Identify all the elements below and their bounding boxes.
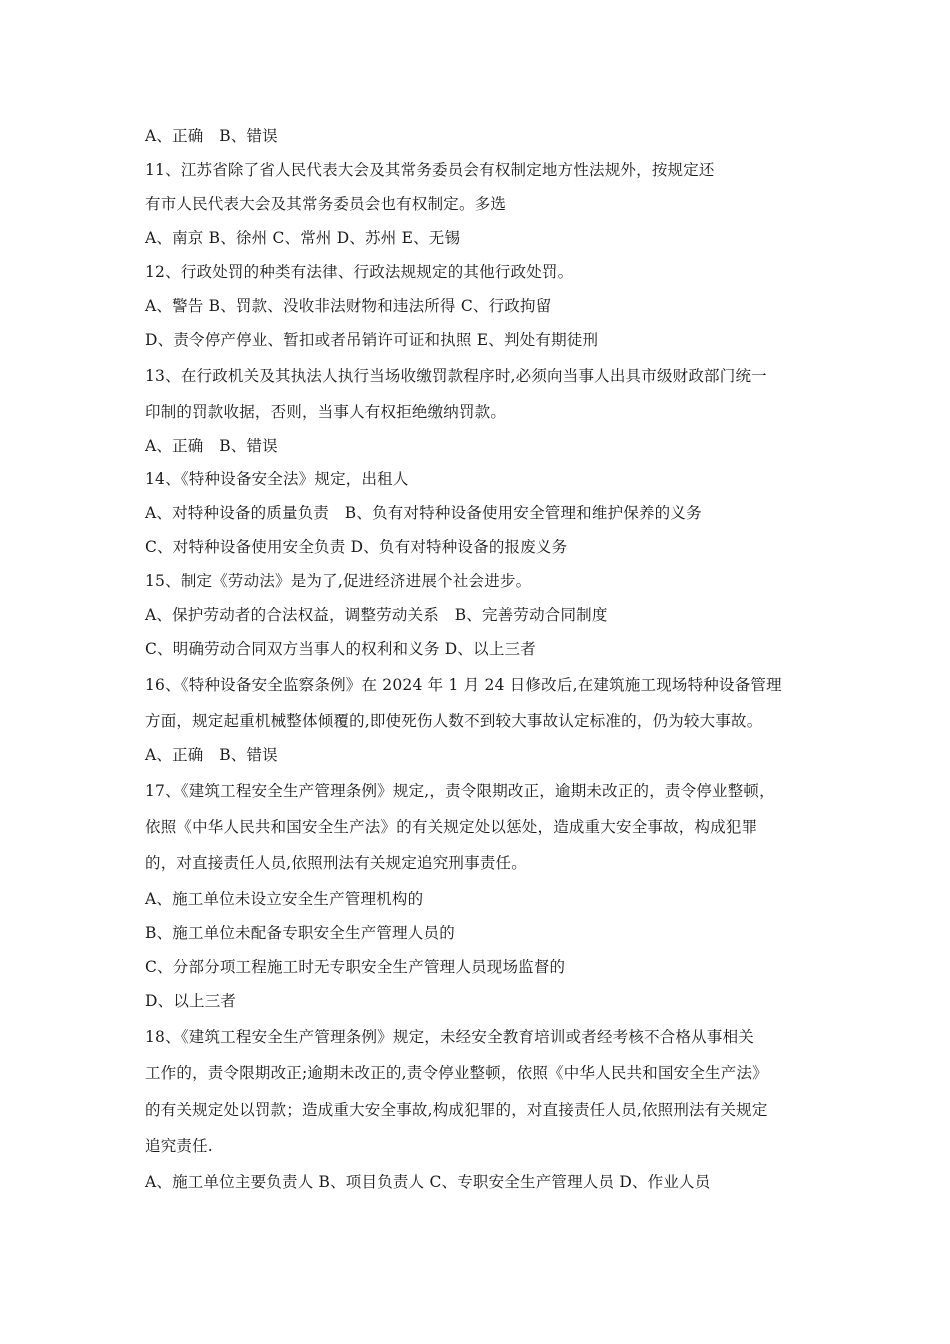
- question-16-line-2: 方面，规定起重机械整体倾覆的,即使死伤人数不到较大事故认定标准的，仍为较大事故。: [145, 712, 763, 730]
- answer-options-q12-line-2: D、责令停产停业、暂扣或者吊销许可证和执照 E、判处有期徒刑: [145, 331, 599, 349]
- answer-options-q14-line-2: C、对特种设备使用安全负责 D、负有对特种设备的报废义务: [145, 538, 568, 556]
- question-11-line-1: 11、江苏省除了省人民代表大会及其常务委员会有权制定地方性法规外，按规定还: [145, 161, 715, 179]
- question-15: 15、制定《劳动法》是为了,促进经济进展个社会进步。: [145, 572, 532, 590]
- question-17-line-3: 的，对直接责任人员,依照刑法有关规定追究刑事责任。: [145, 854, 527, 872]
- question-13-line-1: 13、在行政机关及其执法人执行当场收缴罚款程序时,必须向当事人出具市级财政部门统一: [145, 367, 767, 385]
- question-13-line-2: 印制的罚款收据，否则，当事人有权拒绝缴纳罚款。: [145, 403, 507, 421]
- answer-options-q15-line-1: A、保护劳动者的合法权益，调整劳动关系 B、完善劳动合同制度: [145, 606, 608, 624]
- question-18-line-4: 追究责任.: [145, 1137, 213, 1155]
- answer-options-q12-line-1: A、警告 B、罚款、没收非法财物和违法所得 C、行政拘留: [145, 297, 552, 315]
- answer-options-q18: A、施工单位主要负责人 B、项目负责人 C、专职安全生产管理人员 D、作业人员: [145, 1173, 711, 1191]
- answer-options-q16: A、正确 B、错误: [145, 746, 278, 764]
- question-17-line-1: 17、《建筑工程安全生产管理条例》规定,，责令限期改正，逾期未改正的，责令停业整顿，: [145, 782, 775, 800]
- question-18-line-3: 的有关规定处以罚款；造成重大安全事故,构成犯罪的，对直接责任人员,依照刑法有关规定: [145, 1101, 768, 1119]
- answer-options-q15-line-2: C、明确劳动合同双方当事人的权利和义务 D、以上三者: [145, 640, 536, 658]
- question-16-line-1: 16、《特种设备安全监察条例》在 2024 年 1 月 24 日修改后,在建筑施工现场特种设备管理: [145, 676, 782, 694]
- answer-option-q17-a: A、施工单位未设立安全生产管理机构的: [145, 890, 424, 908]
- answer-options-q13: A、正确 B、错误: [145, 437, 278, 455]
- answer-options-q14-line-1: A、对特种设备的质量负责 B、负有对特种设备使用安全管理和维护保养的义务: [145, 504, 702, 522]
- answer-option-q17-b: B、施工单位未配备专职安全生产管理人员的: [145, 924, 455, 942]
- question-18-line-2: 工作的，责令限期改正;逾期未改正的,责令停业整顿，依照《中华人民共和国安全生产法》: [145, 1064, 768, 1082]
- answer-option-q17-c: C、分部分项工程施工时无专职安全生产管理人员现场监督的: [145, 958, 566, 976]
- answer-options-q10: A、正确 B、错误: [145, 127, 278, 145]
- question-18-line-1: 18、《建筑工程安全生产管理条例》规定，未经安全教育培训或者经考核不合格从事相关: [145, 1028, 754, 1046]
- question-12: 12、行政处罚的种类有法律、行政法规规定的其他行政处罚。: [145, 263, 574, 281]
- answer-options-q11: A、南京 B、徐州 C、常州 D、苏州 E、无锡: [145, 229, 461, 247]
- question-17-line-2: 依照《中华人民共和国安全生产法》的有关规定处以惩处，造成重大安全事故，构成犯罪: [145, 818, 758, 836]
- answer-option-q17-d: D、以上三者: [145, 992, 237, 1010]
- question-11-line-2: 有市人民代表大会及其常务委员会也有权制定。多选: [145, 195, 507, 213]
- question-14: 14、《特种设备安全法》规定，出租人: [145, 470, 409, 488]
